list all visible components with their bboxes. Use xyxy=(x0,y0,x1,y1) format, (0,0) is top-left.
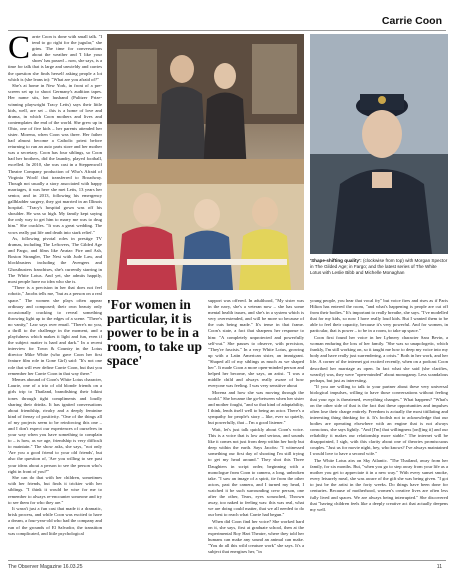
article-paragraph: Wait, let's just talk quickly about Coon's voice. This is a voice that is low and serious, and sounds like it comes not just from deep within her body but deep within the earth. Says Jacobs: "I witnessed something our first day of shooting I'm still trying to get my head around." They shot this Three Daughters in script order, beginning with a monologue from Coon to camera, a long, unbroken take. "I saw an image of a spirit, tie from the other actors, past the camera, and I turned my head, I watched it be such surrounding crew person, one after the other, Tears, eyes scrunched, Thrown away, too naked to feeling was: this was real, what we are doing could matter, that we all needed to do our best to reach what Carrie had begun." xyxy=(208,426,304,518)
article-paragraph: She can do that with her children, sometimes with her friends, but finds it trickier with her siblings. "I think it would be wise for me to remember to always re-encounter someone and try to see them for who they are." xyxy=(8,475,102,505)
article-paragraph: "There is a precision in her that does not feel robotic," Jacobs tells me, "but as a person on a real space." The women she plays often appear ordinary and composed; their own beauty only occasionally cracking to reveal something throwing light up to the edges of a scene. "There's no vanity," Law says over email. "There's no you, a thrill to the challenge in the moment, and a playfulness which makes it light and fun, even if the subject matter is hard and dark." In a recent interview for Town & Country in the Lotus director Mike White (who gave Coon her first feature film role in Gone Girl) said: "It's not one role that will ever define Carrie Coon, but that you remember her Carrie Coon in that way there." xyxy=(8,285,102,376)
article-paragraph: It wasn't just a fun cast that made it a dramatic, brisk process, and while Coon was excited to have a dream, a four-year-old who had the company and run of the grounds of El Salvador, the transition was complicated, and little psychological xyxy=(8,506,102,536)
article-paragraph: "If you are willing to talk to your partner about these very universal biological impulses, willing to have those conversations without feeling that your ego is threatened, everything changes." What happens? "What's on the other side of that is the fact that these opportunities and impulses often lose their charge entirely. Freedom is actually the most titillating and interesting thing thinking for it. It's foolish not to acknowledge that our bodies are operating elsewhere with an engine that is not always conscious, she says lightly. "And [I'm] that willingness [on][ing it] and our reliability it makes our relationship more stable." The internet will be disappointed, I sigh, with this clarity about one of theories promiscuous couples. "Just us for movie night, hey, who knows? I've always maintained I would love to have a second wife." xyxy=(310,384,448,457)
article-paragraph: Morena and how she was moving through the world." She became the go-between when her sister and mother fought, "and so that kind of adaptability, I think, lends itself well to being an actor. There's a sympathy for people's story – like, ever so quietly, but powerfully, that – I'm a good listener." xyxy=(208,389,304,426)
article-paragraph: When did Coon find her voice? She worked hard on it, she says, first at graduate school, then at the experimental Roy Hart Theatre, where they told her humans can make any sound an animal can make. "You do all this wild creature work" she says. It's a subject that energises her, "in xyxy=(208,518,304,555)
page-header-name: Carrie Coon xyxy=(381,15,442,27)
magazine-footer: The Observer Magazine 16.03.25 xyxy=(8,564,83,570)
caption-lead: 'Shape-shifting quality': xyxy=(310,258,362,263)
article-paragraph: support was offered. In adulthood, "My sister was in the navy, she's a veteran now – she has some mental health issues, and she's in a system which is very overextended, and will be more so because of the cuts being made." It's tense in that frame. Coon's state, a fact that sharpens her response to him: "A completely unprotected and powerfully self-out." She pauses to observe, with precision, "They're fascists." In a very White Lotus, growing up with a Latin American sister, an immigrant. "Shaped all of my siblings as much as we shaped her". It made Coon a more open-minded person and helped her become, she says, an artist. "I was a middle child and always really aware of how everyone was feeling. I was very sensitive about xyxy=(208,298,304,389)
article-paragraph: She's at home in New York, in front of a pre-screen set up to shoot Germany's audition tapes. Her name sits, her husband (Pulitzer Prize-winning playwright Tracy Letts) says their little kids, well, are set – this is a home of love and drama, in which Coon mothers and lives and contemplates the end of the world. She grew up in Ohio, one of five kids – her parents attended her sister. Morena, when Coon was three. Her father had almost become a Catholic priest before returning to run an auto parts store and her mother was a secretary. Coon has four siblings, so Coon had her brothers, did the laundry, played football, excelled. In 2010, she was cast in a Steppenwolf Theatre Company production of Who's Afraid of Virginia Woolf that transferred to Broadway. Though not usually a story associated with happy marriages, it was here she met Letts, 13 years her senior, and in 2013, following his emergency gallbladder surgery, they got married in an Illinois hospital. "Tracy's hospital gown was off his shoulder. He was so high. My family kept saying the only way to get him to marry me was to drug him." She crackles. "It was a great wedding. The vows really put life and death into stark relief." xyxy=(8,83,102,235)
article-paragraph: The White Lotus airs on Sky Atlantic. "The Thailand, away from her family, for six months. But, "when you go to step away from your life as a mother you get to appreciate it in a new way." With every sunset smoke, every leisurely meal, she was aware of the gift she was being given. "I got to just be the artist in the forty weeks. Do things have been done for centuries. Because of motherhood, women's creative lives are often less fully lived and spaces. We are always being interrupted." She discovered that "having children feels like a deeply creative act that actually deepens my well. xyxy=(310,457,448,512)
article-paragraph: Memes abound of Coon's White Lotus character, Laurie, one of a trio of old blonde friends on a girls trip to Thailand, brandishing their bikini tones through tight compliments and loudly sharing their drinks. It has ignited conversations about friendship, rivalry and a deeply feminine kind of frenzy of positivity. "One of the things all of my projects seem to be reinforcing this one – and I don't expect our experiences of ourselves in your way when you have something to complain to – is how, as we age, friendship is very difficult to maintain." The show asks, she says, "not only 'Are you a good friend to your old friends', but also the question of, 'Are you willing to see past your ideas about a person to see the person who's right in front of you?'" xyxy=(8,377,102,474)
article-column-4 xyxy=(310,298,448,557)
pull-quote: 'For women in particular, it is power to be in a room, to take up space' xyxy=(107,297,203,368)
footer-divider xyxy=(8,560,446,561)
article-paragraph: young people, you hear that vocal fry" but voice fires and rises as if Paris Hilton has entered the room, "and what's happening is people are cut off from their bodies." It's important to really breathe, she says. "I've modelled that for my kids, so now I have really loud kids. But I wanted them to be able to feel their capacity, because it's very powerful. And for women, in particular, that is power – to be in a room, to take up space." xyxy=(310,298,448,334)
page-number: 11 xyxy=(436,564,442,570)
caption-text: (clockwise from top) with Morgan Spector in The Gilded Age; in Fargo; and the latest series of The White Lotus with Leslie Bibb and Michelle Monaghan xyxy=(310,258,448,275)
header-divider xyxy=(8,30,446,31)
article-paragraph: arrie Coon is done with small talk. "I tend to go right for the jugular," she grins. The time for conversations about the weather and 'I like your shoes' has passed – now, she says, is a time for talk that is large and unwieldy and carries the question she finds herself asking people a lot which is (she leans in): "What are you afraid of?" xyxy=(8,34,102,82)
portrait-photo xyxy=(310,34,448,254)
article-paragraph: As, following pivotal roles in prestige TV dramas, including The Leftovers, The Gilded Age and Fargo, and films like Avatar: Fire and Ash, Boston Strangler, The Nest with Jude Law, and blockbusters including the Avengers and Ghostbusters franchises, she's currently starring in The White Lotus. And yet, she admits happily, most people have no idea who she is. xyxy=(8,236,102,284)
article-column-3 xyxy=(208,298,304,557)
drop-cap: C xyxy=(8,34,31,66)
photo-caption xyxy=(310,258,448,276)
article-paragraph: Coon first found her voice in her Lybnery character Sara Bevin, a woman enduring the loss of her family. "She was so unapologetic, which frankly, I'm still working on, so it taught me how to deep my voice into my body and have really just surrendering, a crisis." Both in her work, and her life. A corner of the internet got excited recently, when on a podcast Coon described her marriage as open. In fact what she said (she clarifies, wearily) was, they were "open-minded" about monogamy. Less scandalous perhaps, but just as interesting. xyxy=(310,335,448,383)
article-column-1 xyxy=(8,34,102,557)
main-photo xyxy=(107,34,304,290)
